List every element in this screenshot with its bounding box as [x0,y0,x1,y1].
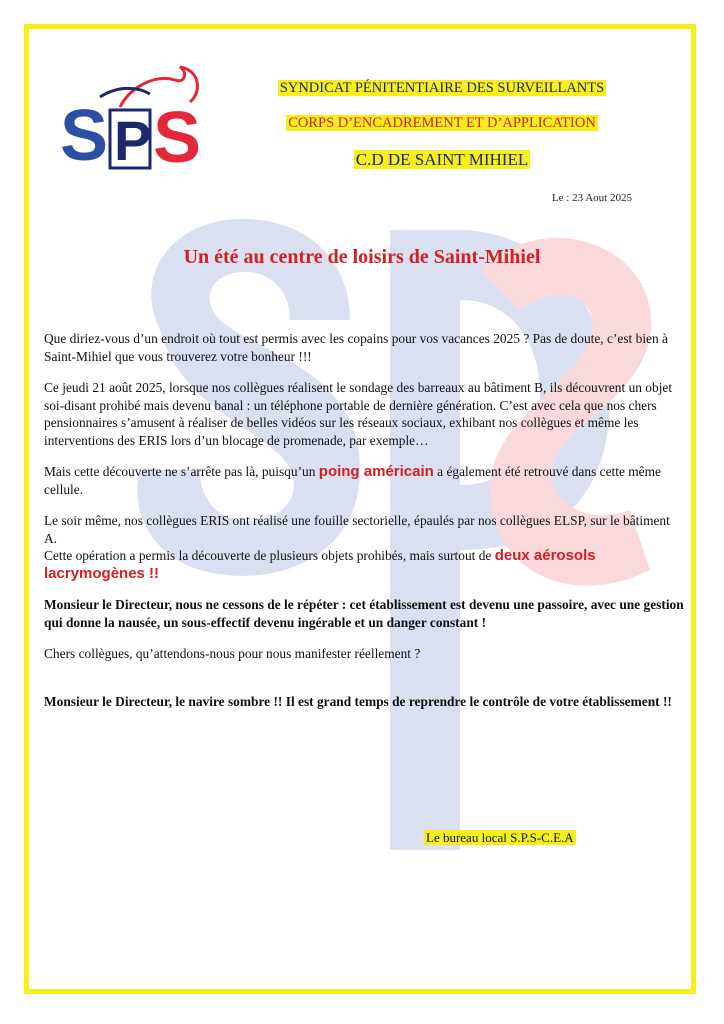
letter-body [44,330,684,724]
paragraph-7: Monsieur le Directeur, le navire sombre !! Il est grand temps de reprendre le contrôle de votre établissement !! [44,693,672,709]
logo-letter-s2: S [153,98,202,178]
logo-letter-p: P [114,109,152,172]
highlight-aerosols: deux aérosols lacrymogènes !! [44,547,596,582]
signature: Le bureau local S.P.S-C.E.A [426,830,574,845]
page-title: Un été au centre de loisirs de Saint-Mihiel [183,246,541,268]
header-union-name: SYNDICAT PÉNITENTIAIRE DES SURVEILLANTS [279,80,605,96]
logo-letter-s1: S [60,96,109,176]
document-date: Le : 23 Aout 2025 [551,192,632,204]
paragraph-3: Mais cette découverte ne s’arrête pas là, puisqu’un poing américain a également été retrouvé dans cette même cellule. [44,463,661,497]
paragraph-5: Monsieur le Directeur, nous ne cessons de le répéter : cet établissement est devenu une passoire, avec une gestion qui donne la nausée, un sous-effectif devenu ingérable et un danger constant ! [44,597,684,630]
paragraph-2: Ce jeudi 21 août 2025, lorsque nos collègues réalisent le sondage des barreaux au bâtiment B, ils découvrent un objet soi-disant prohibé mais devenu banal : un téléphone portable de dernière génération. C’est avec cela que nos chers pensionnaires s’amusent à réaliser de belles vidéos sur les réseaux sociaux, exhibant nos collègues et même les interventions des ERIS lors d’un blocage de promenade, par exemple… [44,380,673,448]
header-corps: CORPS D’ENCADREMENT ET D’APPLICATION [288,115,596,131]
header-site: C.D DE SAINT MIHIEL [355,150,529,169]
paragraph-1: Que diriez-vous d’un endroit où tout est permis avec les copains pour vos vacances 2025 ? Pas de doute, c’est bien à Saint-Mihiel que vous trouverez votre bonheur !!! [44,331,668,364]
paragraph-4: Le soir même, nos collègues ERIS ont réalisé une fouille sectorielle, épaulés par nos collègues ELSP, sur le bâtiment A. Cette opération a permis la découverte de plusieurs objets prohibés, mais surtout de deux aérosols lacrymogènes !! [44,513,670,582]
highlight-poing-americain: poing américain [318,463,434,480]
paragraph-6: Chers collègues, qu’attendons-nous pour nous manifester réellement ? [44,646,421,661]
